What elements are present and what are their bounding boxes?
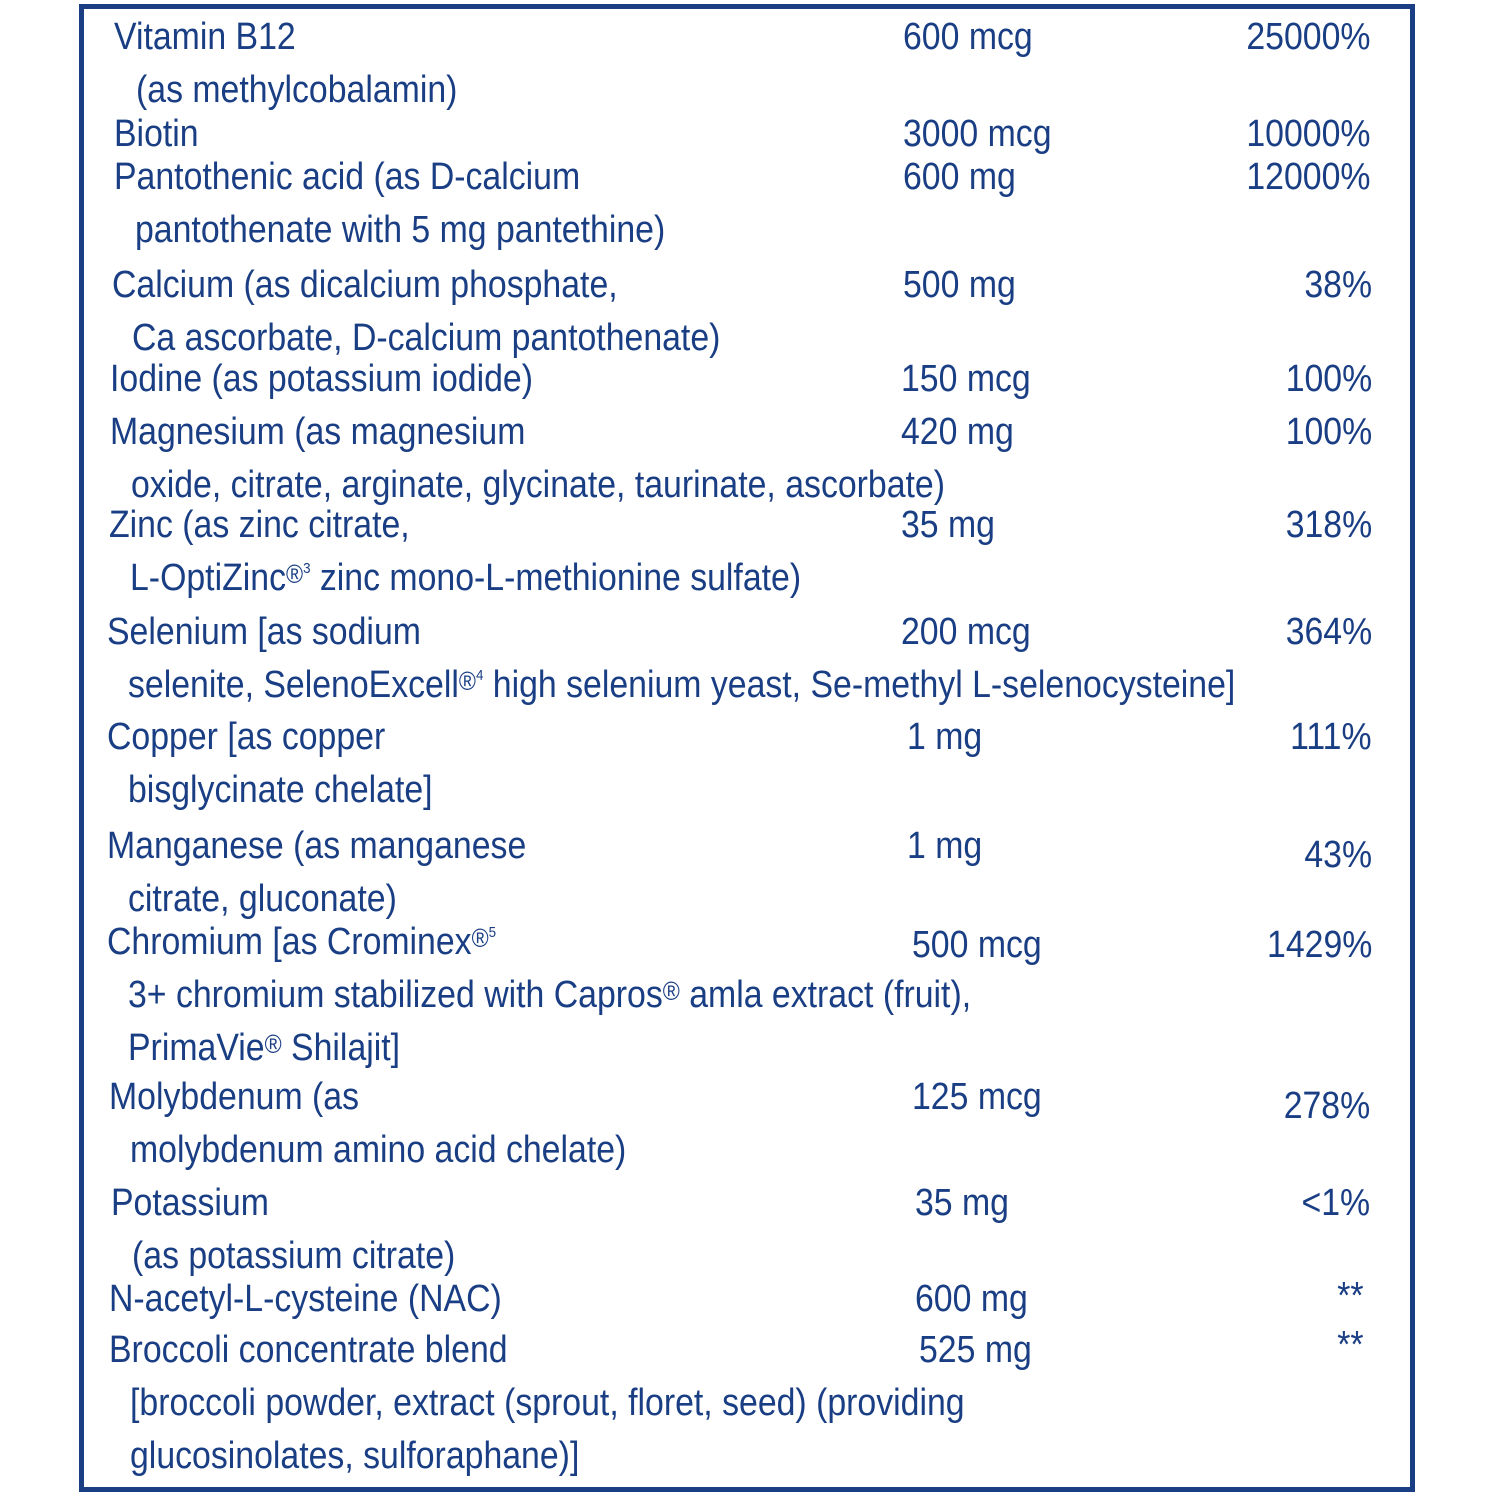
ingredient-amount: 125 mcg [912, 1076, 1042, 1118]
ingredient-amount: 600 mcg [903, 16, 1033, 58]
ingredient-amount: 600 mg [903, 156, 1016, 198]
ingredient-name: Pantothenic acid (as D-calcium [114, 156, 581, 198]
ingredient-daily-value: 318% [1285, 504, 1372, 546]
ingredient-detail: selenite, SelenoExcell$^{®4}$ high selenium yeast, Se-methyl L-selenocysteine] [128, 664, 1236, 706]
ingredient-name: Zinc (as zinc citrate, [109, 504, 410, 546]
ingredient-daily-value: 38% [1304, 264, 1372, 306]
ingredient-amount: 35 mg [901, 504, 996, 546]
ingredient-name: Copper [as copper [107, 716, 386, 758]
ingredient-detail: molybdenum amino acid chelate) [130, 1129, 627, 1171]
ingredient-name: Broccoli concentrate blend [109, 1329, 508, 1371]
ingredient-detail: pantothenate with 5 mg pantethine) [135, 209, 666, 251]
ingredient-daily-value: <1% [1301, 1182, 1370, 1224]
ingredient-detail: citrate, gluconate) [128, 878, 397, 920]
ingredient-name: Vitamin B12 [114, 16, 296, 58]
ingredient-amount: 600 mg [915, 1278, 1028, 1320]
ingredient-name: Magnesium (as magnesium [110, 411, 526, 453]
ingredient-name: Potassium [111, 1182, 269, 1224]
ingredient-amount: 200 mcg [901, 611, 1031, 653]
ingredient-daily-value: 111% [1290, 716, 1372, 758]
ingredient-name: N-acetyl-L-cysteine (NAC) [109, 1278, 502, 1320]
ingredient-amount: 500 mcg [912, 924, 1042, 966]
ingredient-daily-value: 43% [1304, 834, 1372, 876]
ingredient-daily-value: 12000% [1245, 156, 1370, 198]
ingredient-name: Molybdenum (as [109, 1076, 360, 1118]
ingredient-detail: [broccoli powder, extract (sprout, floret, seed) (providing [130, 1382, 965, 1424]
ingredient-amount: 525 mg [919, 1329, 1032, 1371]
ingredient-daily-value: 1429% [1266, 924, 1372, 966]
ingredient-detail: (as potassium citrate) [132, 1235, 456, 1277]
ingredient-daily-value: ** [1337, 1324, 1364, 1366]
ingredient-amount: 420 mg [901, 411, 1014, 453]
ingredient-amount: 35 mg [915, 1182, 1010, 1224]
ingredient-detail: Ca ascorbate, D-calcium pantothenate) [132, 317, 721, 359]
ingredient-daily-value: 25000% [1245, 16, 1370, 58]
ingredient-detail: oxide, citrate, arginate, glycinate, taurinate, ascorbate) [131, 464, 946, 506]
ingredient-detail: (as methylcobalamin) [136, 69, 458, 111]
ingredient-daily-value: 100% [1285, 411, 1372, 453]
ingredient-name: Biotin [114, 113, 199, 155]
ingredient-detail: bisglycinate chelate] [128, 769, 433, 811]
ingredient-detail: glucosinolates, sulforaphane)] [130, 1435, 580, 1477]
ingredient-name: Selenium [as sodium [107, 611, 421, 653]
ingredient-name: Calcium (as dicalcium phosphate, [112, 264, 618, 306]
ingredient-detail: 3+ chromium stabilized with Capros® amla extract (fruit), [128, 974, 972, 1016]
ingredient-amount: 500 mg [903, 264, 1016, 306]
ingredient-amount: 1 mg [907, 716, 983, 758]
ingredient-name: Chromium [as Crominex$^{®5}$ [107, 921, 497, 963]
ingredient-amount: 150 mcg [901, 358, 1031, 400]
ingredient-detail: L-OptiZinc$^{®3}$ zinc mono-L-methionine sulfate) [130, 557, 802, 599]
ingredient-daily-value: 364% [1285, 611, 1372, 653]
ingredient-daily-value: ** [1337, 1275, 1364, 1317]
ingredient-daily-value: 278% [1283, 1085, 1370, 1127]
ingredient-daily-value: 10000% [1245, 113, 1370, 155]
ingredient-amount: 1 mg [907, 825, 983, 867]
ingredient-amount: 3000 mcg [903, 113, 1052, 155]
ingredient-detail: PrimaVie® Shilajit] [128, 1027, 401, 1069]
ingredient-name: Manganese (as manganese [107, 825, 527, 867]
ingredient-daily-value: 100% [1285, 358, 1372, 400]
ingredient-name: Iodine (as potassium iodide) [110, 358, 533, 400]
